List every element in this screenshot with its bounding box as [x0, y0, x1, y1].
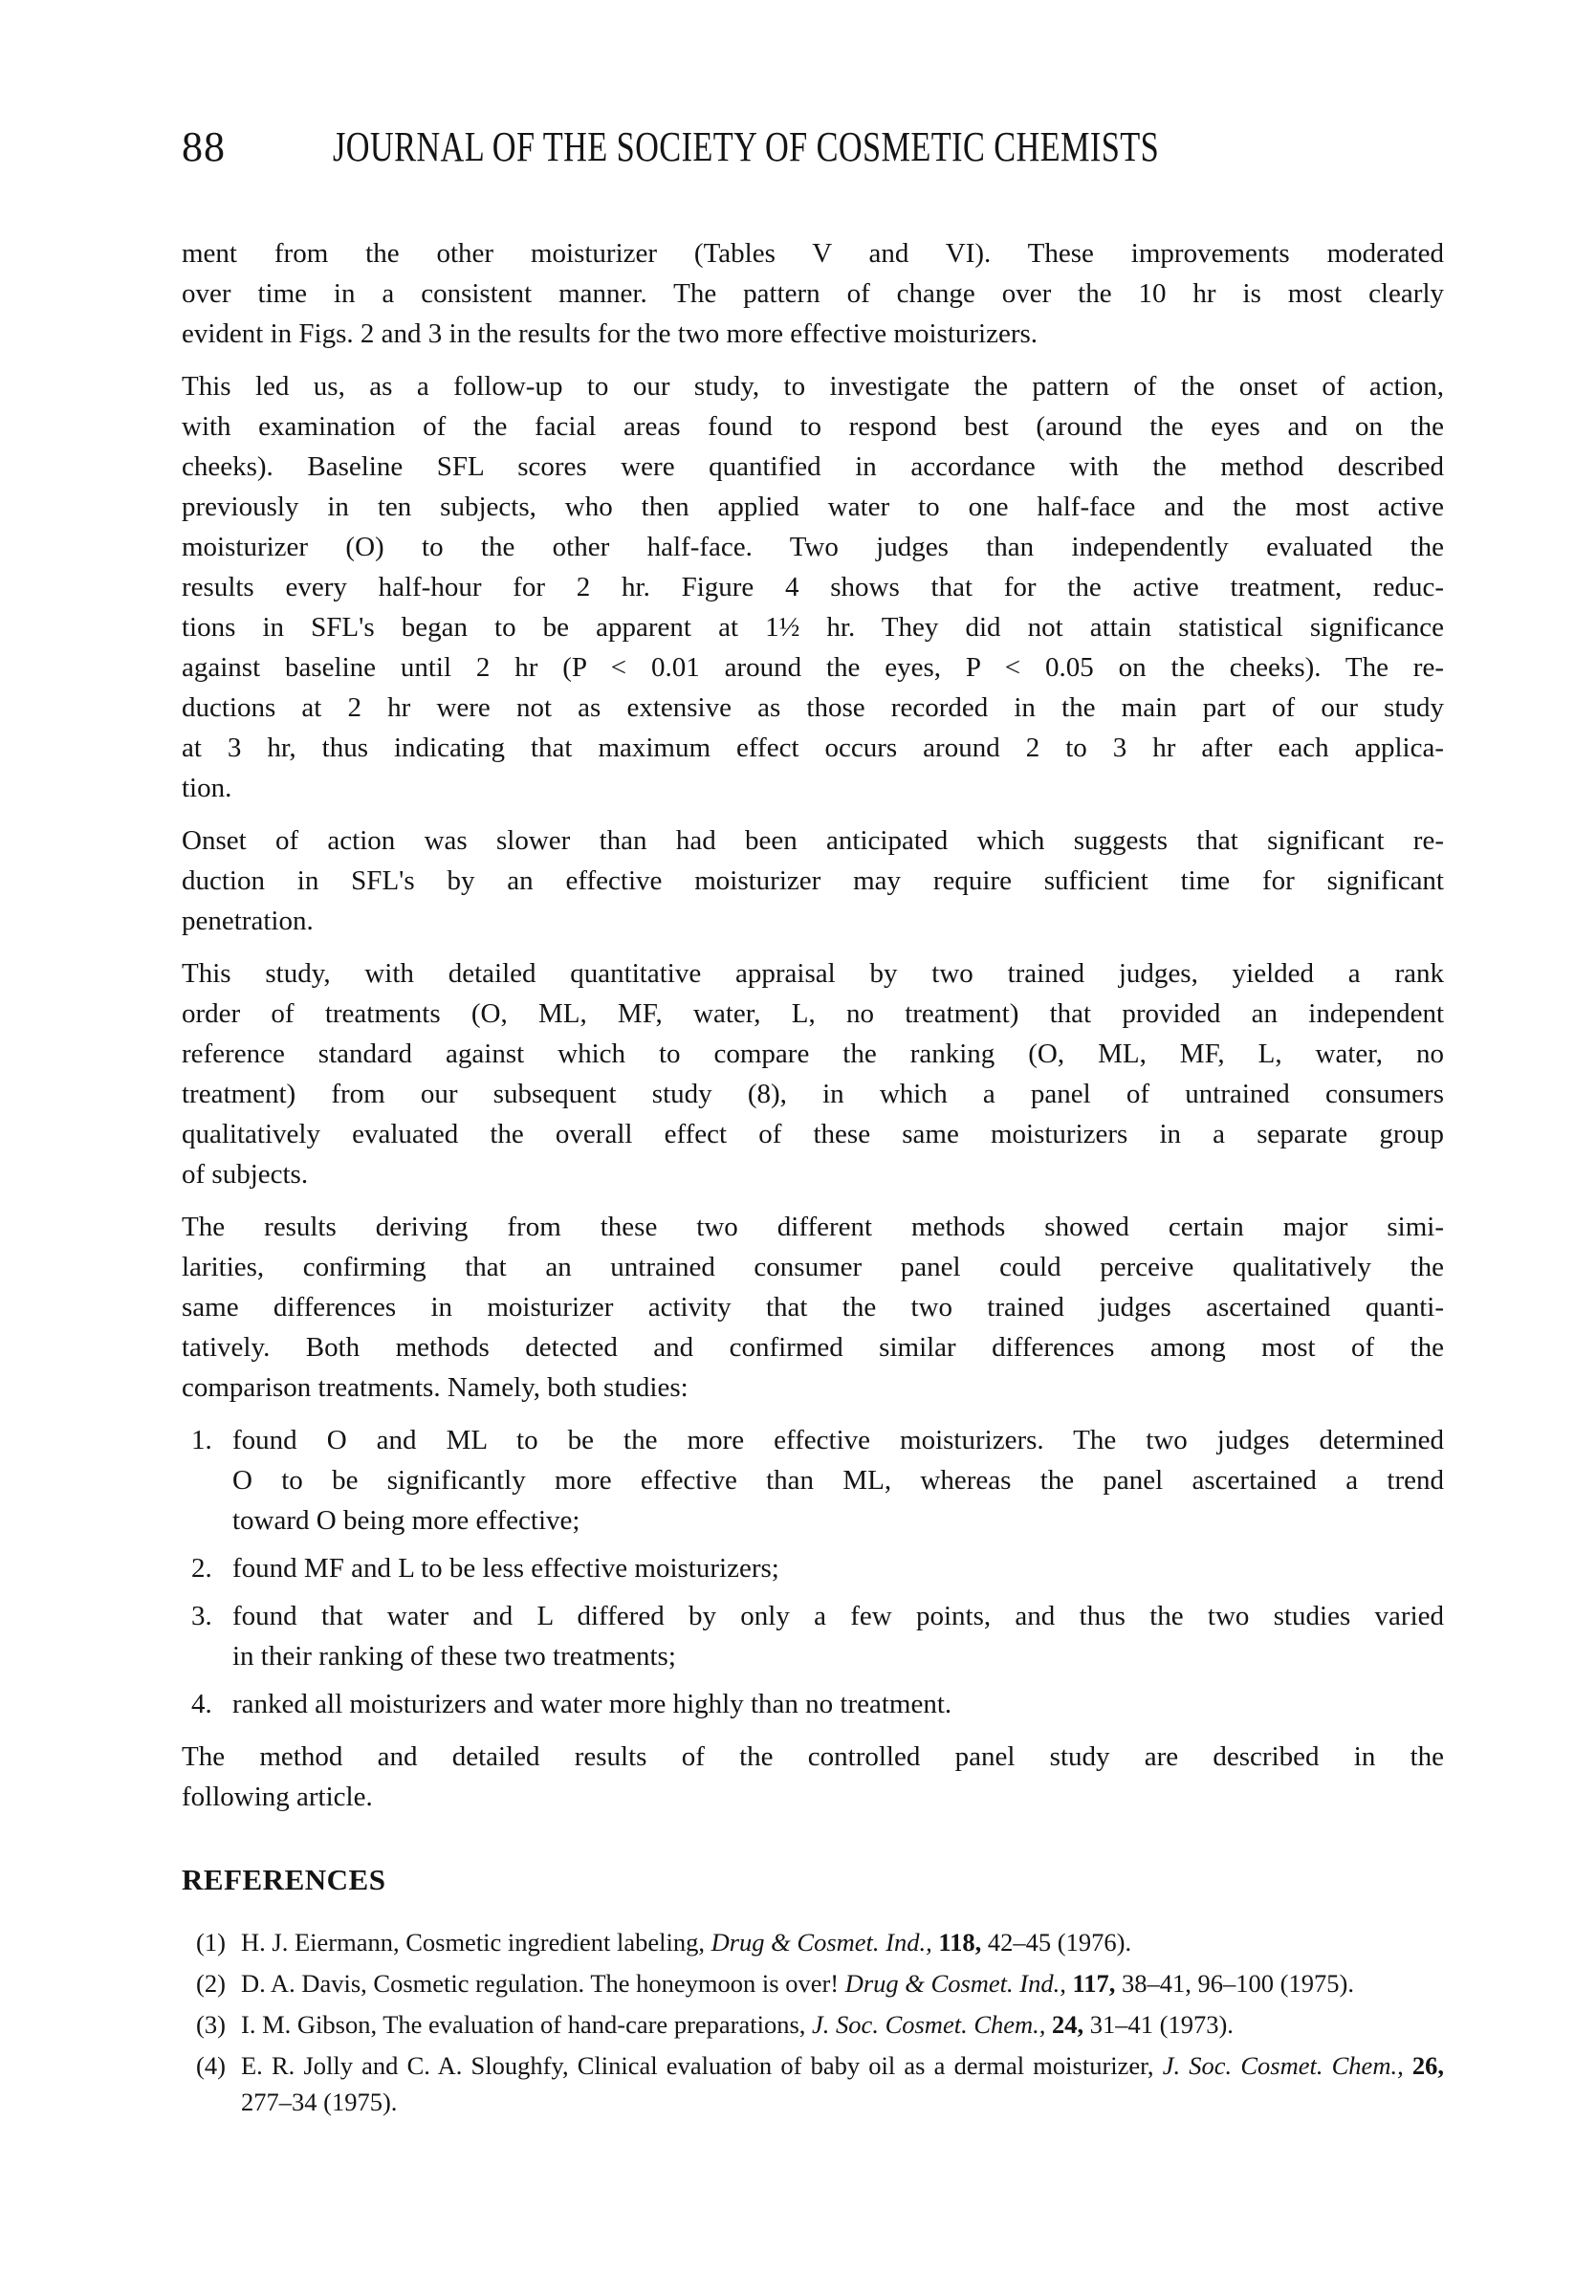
reference-label: (2) [196, 1969, 226, 1998]
paragraph [182, 820, 1444, 941]
list-item [182, 1684, 1444, 1724]
reference-volume: 118, [938, 1928, 988, 1957]
reference-label: (3) [196, 2010, 226, 2039]
reference-journal: J. Soc. Cosmet. Chem., [812, 2010, 1053, 2039]
references-section [182, 1863, 1444, 2120]
reference-label: (4) [196, 2051, 226, 2080]
reference-journal: J. Soc. Cosmet. Chem., [1162, 2051, 1412, 2080]
body-content [182, 233, 1444, 1817]
text-line: comparison treatments. Namely, both studies: [182, 1372, 689, 1403]
text-line: toward O being more effective; [232, 1505, 580, 1536]
reference-volume: 117, [1072, 1969, 1123, 1998]
text-line: ment from the other moisturizer (Tables V and VI). These improvements moderated [182, 238, 1444, 269]
text-line: Onset of action was slower than had been anticipated which suggests that significant re- [182, 825, 1444, 856]
reference-volume: 24, [1052, 2010, 1090, 2039]
text-line: found O and ML to be the more effective moisturizers. The two judges determined [232, 1425, 1444, 1455]
text-line: against baseline until 2 hr (P < 0.01 around the eyes, P < 0.05 on the cheeks). The re- [182, 652, 1444, 683]
reference-pages-year: 277–34 (1975). [241, 2088, 398, 2116]
paragraph [182, 1207, 1444, 1408]
text-line: reference standard against which to compare the ranking (O, ML, MF, L, water, no [182, 1039, 1444, 1069]
list-marker: 3. [191, 1601, 212, 1631]
reference-item [182, 1965, 1444, 2001]
reference-text: E. R. Jolly and C. A. Sloughfy, Clinical evaluation of baby oil as a dermal moisturizer, [241, 2051, 1163, 2080]
reference-item [182, 2047, 1444, 2120]
page-content [182, 0, 1444, 2125]
reference-pages-year: 42–45 (1976). [987, 1928, 1132, 1957]
text-line: order of treatments (O, ML, MF, water, L, no treatment) that provided an independent [182, 998, 1444, 1029]
reference-pages-year: 38–41, 96–100 (1975). [1122, 1969, 1354, 1998]
text-line: O to be significantly more effective than ML, whereas the panel ascertained a trend [232, 1465, 1444, 1496]
paragraph [182, 233, 1444, 354]
references-list [182, 1924, 1444, 2120]
text-line: over time in a consistent manner. The pattern of change over the 10 hr is most clearly [182, 278, 1444, 309]
text-line: found MF and L to be less effective moisturizers; [232, 1553, 779, 1584]
paragraph [182, 953, 1444, 1194]
list-item [182, 1548, 1444, 1588]
text-line: qualitatively evaluated the overall effect of these same moisturizers in a separate group [182, 1119, 1444, 1149]
text-line: The method and detailed results of the controlled panel study are described in the [182, 1741, 1444, 1772]
reference-text: H. J. Eiermann, Cosmetic ingredient labeling, [241, 1928, 711, 1957]
paragraph [182, 366, 1444, 808]
journal-title: JOURNAL OF THE SOCIETY OF COSMETIC CHEMISTS [333, 123, 1160, 170]
reference-item [182, 1924, 1444, 1960]
text-line: ductions at 2 hr were not as extensive as those recorded in the main part of our study [182, 692, 1444, 723]
references-heading: REFERENCES [182, 1863, 386, 1896]
text-line: in their ranking of these two treatments; [232, 1641, 676, 1672]
text-line: This led us, as a follow-up to our study, to investigate the pattern of the onset of action, [182, 371, 1444, 402]
list-marker: 1. [191, 1425, 212, 1455]
reference-label: (1) [196, 1928, 226, 1957]
reference-volume: 26, [1411, 2051, 1444, 2080]
text-line: with examination of the facial areas found to respond best (around the eyes and on the [182, 411, 1444, 442]
text-line: moisturizer (O) to the other half-face. Two judges than independently evaluated the [182, 532, 1444, 562]
reference-text: I. M. Gibson, The evaluation of hand-care preparations, [241, 2010, 813, 2039]
text-line: The results deriving from these two different methods showed certain major simi- [182, 1212, 1444, 1242]
text-line: found that water and L differed by only a few points, and thus the two studies varied [232, 1601, 1444, 1631]
text-line: tion. [182, 773, 232, 803]
page-header [182, 122, 1444, 178]
list-marker: 4. [191, 1689, 212, 1719]
text-line: ranked all moisturizers and water more highly than no treatment. [232, 1689, 952, 1719]
reference-journal: Drug & Cosmet. Ind., [844, 1969, 1073, 1998]
text-line: results every half-hour for 2 hr. Figure 4 shows that for the active treatment, reduc- [182, 572, 1444, 602]
text-line: This study, with detailed quantitative appraisal by two trained judges, yielded a rank [182, 958, 1444, 989]
text-line: evident in Figs. 2 and 3 in the results for the two more effective moisturizers. [182, 318, 1038, 349]
text-line: same differences in moisturizer activity that the two trained judges ascertained quanti- [182, 1292, 1444, 1323]
text-line: following article. [182, 1782, 373, 1812]
text-line: tatively. Both methods detected and confirmed similar differences among most of the [182, 1332, 1444, 1363]
reference-text: D. A. Davis, Cosmetic regulation. The honeymoon is over! [241, 1969, 845, 1998]
text-line: at 3 hr, thus indicating that maximum effect occurs around 2 to 3 hr after each applica- [182, 733, 1444, 763]
text-line: tions in SFL's began to be apparent at 1½ hr. They did not attain statistical significance [182, 612, 1444, 643]
text-line: of subjects. [182, 1159, 309, 1190]
text-line: treatment) from our subsequent study (8), in which a panel of untrained consumers [182, 1079, 1444, 1109]
text-line: larities, confirming that an untrained consumer panel could perceive qualitatively the [182, 1252, 1444, 1282]
reference-pages-year: 31–41 (1973). [1089, 2010, 1234, 2039]
list-item [182, 1596, 1444, 1676]
text-line: cheeks). Baseline SFL scores were quantified in accordance with the method described [182, 451, 1444, 482]
text-line: duction in SFL's by an effective moisturizer may require sufficient time for significant [182, 865, 1444, 896]
reference-journal: Drug & Cosmet. Ind., [711, 1928, 939, 1957]
page-number: 88 [182, 123, 226, 170]
list-marker: 2. [191, 1553, 212, 1584]
list-item [182, 1420, 1444, 1541]
paragraph [182, 1737, 1444, 1817]
reference-item [182, 2006, 1444, 2043]
text-line: penetration. [182, 906, 314, 936]
text-line: previously in ten subjects, who then applied water to one half-face and the most active [182, 492, 1444, 522]
